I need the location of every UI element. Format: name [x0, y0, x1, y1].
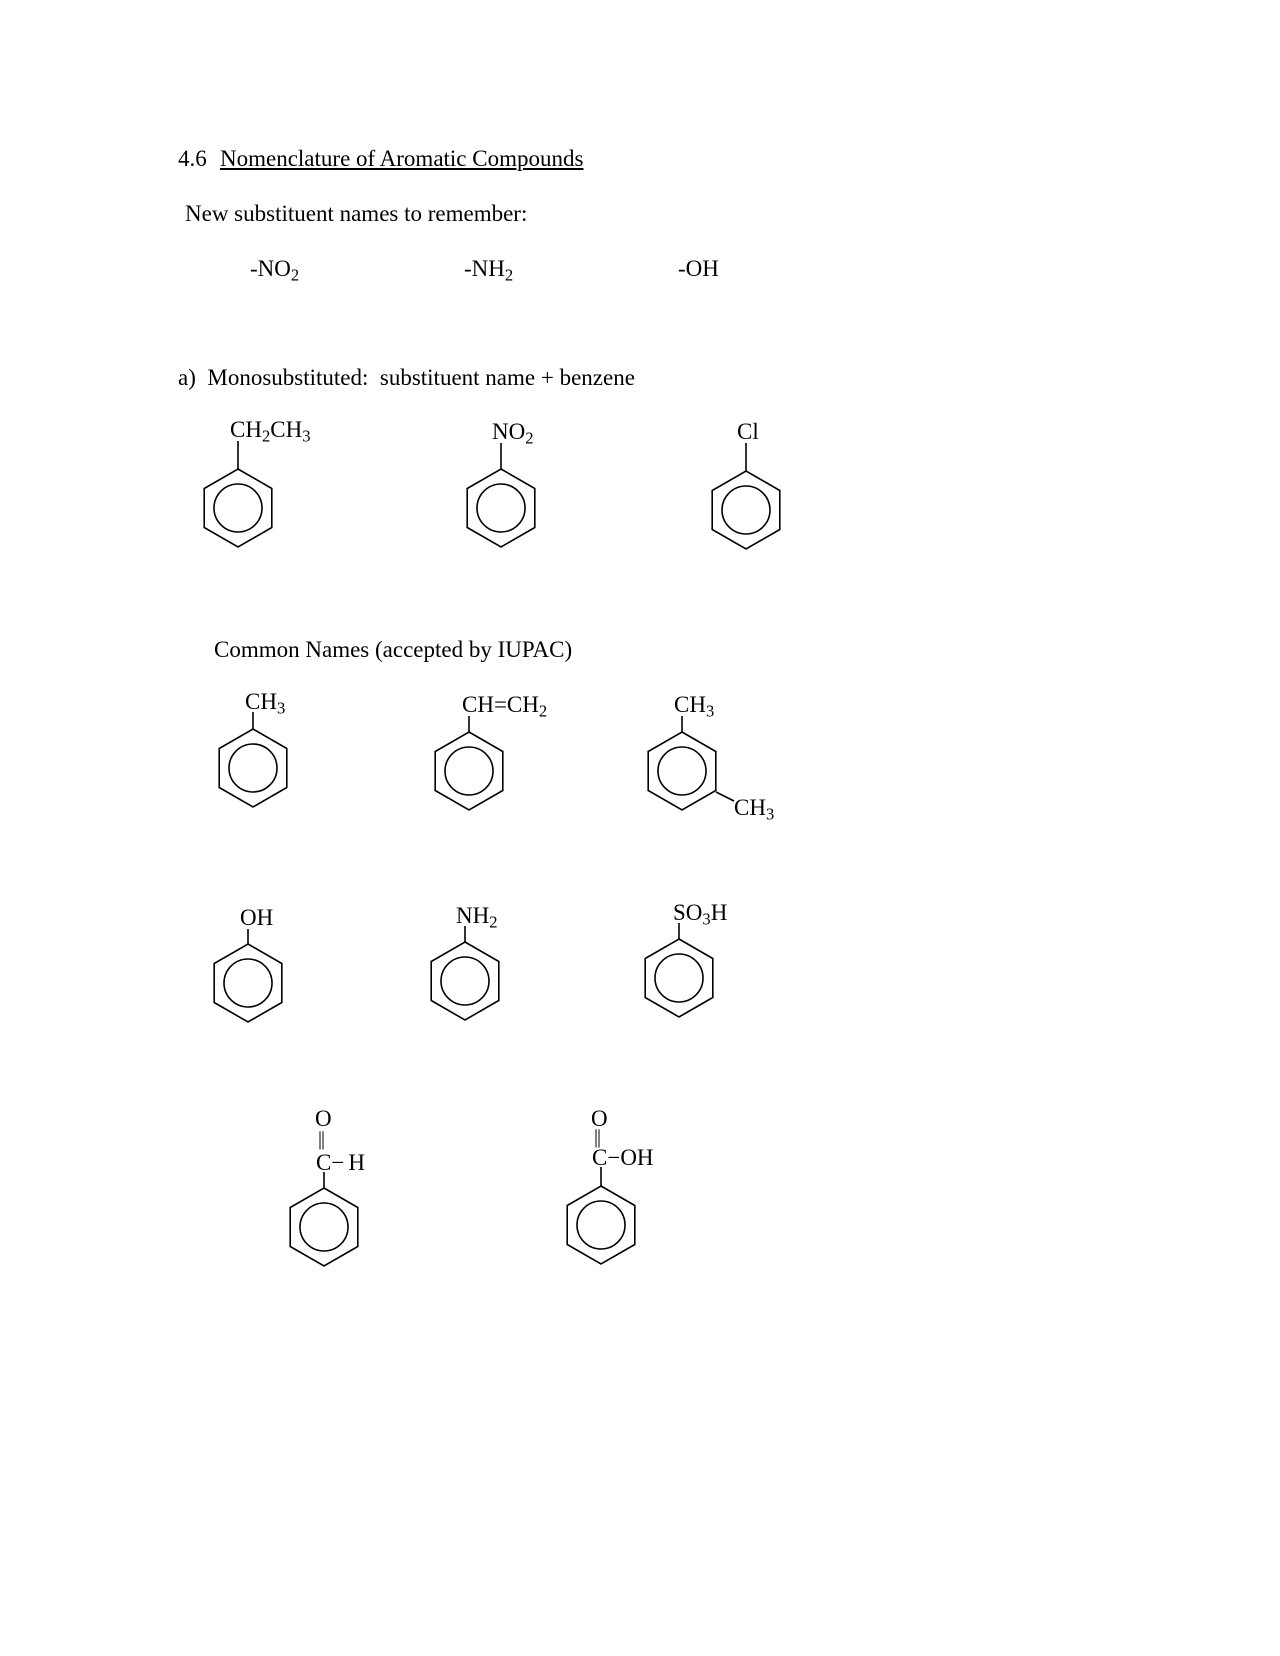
xylene-side-bond	[716, 792, 734, 801]
nitro-substituent: $-NO_2$	[250, 256, 300, 285]
xylene-ring-aromatic-circle	[658, 747, 706, 795]
section-number: 4.6	[178, 146, 207, 171]
styrene-ring	[435, 732, 503, 810]
xylene-ring	[648, 732, 716, 810]
acid-oxygen: O	[591, 1106, 608, 1131]
styrene-ring-aromatic-circle	[445, 747, 493, 795]
xylene-side-label: $CH_3$	[734, 795, 775, 824]
toluene-ring-aromatic-circle	[229, 744, 277, 792]
acid-double-bond: ||	[594, 1126, 601, 1148]
nitrobenzene-label: $NO_2$	[492, 419, 534, 448]
sulfonic-ring	[645, 939, 713, 1017]
hydroxy-substituent: -OH	[678, 256, 719, 281]
benzaldehyde-ring	[290, 1188, 358, 1266]
mono-heading: a) Monosubstituted: substituent name + benzene	[178, 365, 635, 390]
section-title: Nomenclature of Aromatic Compounds	[220, 146, 584, 171]
benzoic-acid-ring-aromatic-circle	[577, 1201, 625, 1249]
common-heading: Common Names (accepted by IUPAC)	[214, 637, 573, 662]
aldehyde-double-bond: ||	[318, 1128, 325, 1150]
aniline-ring	[431, 942, 499, 1020]
phenol-ring	[214, 944, 282, 1022]
nitrobenzene-ring-aromatic-circle	[477, 484, 525, 532]
benzoic-acid-ring	[567, 1186, 635, 1264]
ethylbenzene-label: $CH_2CH_3$	[230, 417, 311, 446]
acid-carbon: C−OH	[592, 1145, 654, 1170]
toluene-label: $CH_3$	[245, 689, 286, 718]
benzaldehyde-ring-aromatic-circle	[300, 1203, 348, 1251]
ethylbenzene-ring-aromatic-circle	[214, 484, 262, 532]
substituents-intro: New substituent names to remember:	[185, 201, 528, 226]
aldehyde-oxygen: O	[315, 1106, 332, 1131]
chlorobenzene-ring-aromatic-circle	[722, 486, 770, 534]
aldehyde-carbon: C− H	[316, 1150, 365, 1175]
nitrobenzene-ring	[467, 469, 535, 547]
ethylbenzene-ring	[204, 469, 272, 547]
styrene-label: $CH=CH_2$	[462, 692, 548, 721]
sulfonic-ring-aromatic-circle	[655, 954, 703, 1002]
chlorobenzene-label: Cl	[737, 419, 759, 444]
toluene-ring	[219, 729, 287, 807]
amino-substituent: $-NH_2$	[464, 256, 514, 285]
chlorobenzene-ring	[712, 471, 780, 549]
xylene-top-label: $CH_3$	[674, 692, 715, 721]
phenol-ring-aromatic-circle	[224, 959, 272, 1007]
phenol-label: OH	[240, 905, 274, 930]
aniline-ring-aromatic-circle	[441, 957, 489, 1005]
aniline-label: $NH_2$	[456, 903, 498, 932]
sulfonic-label: $SO_3H$	[673, 900, 728, 929]
